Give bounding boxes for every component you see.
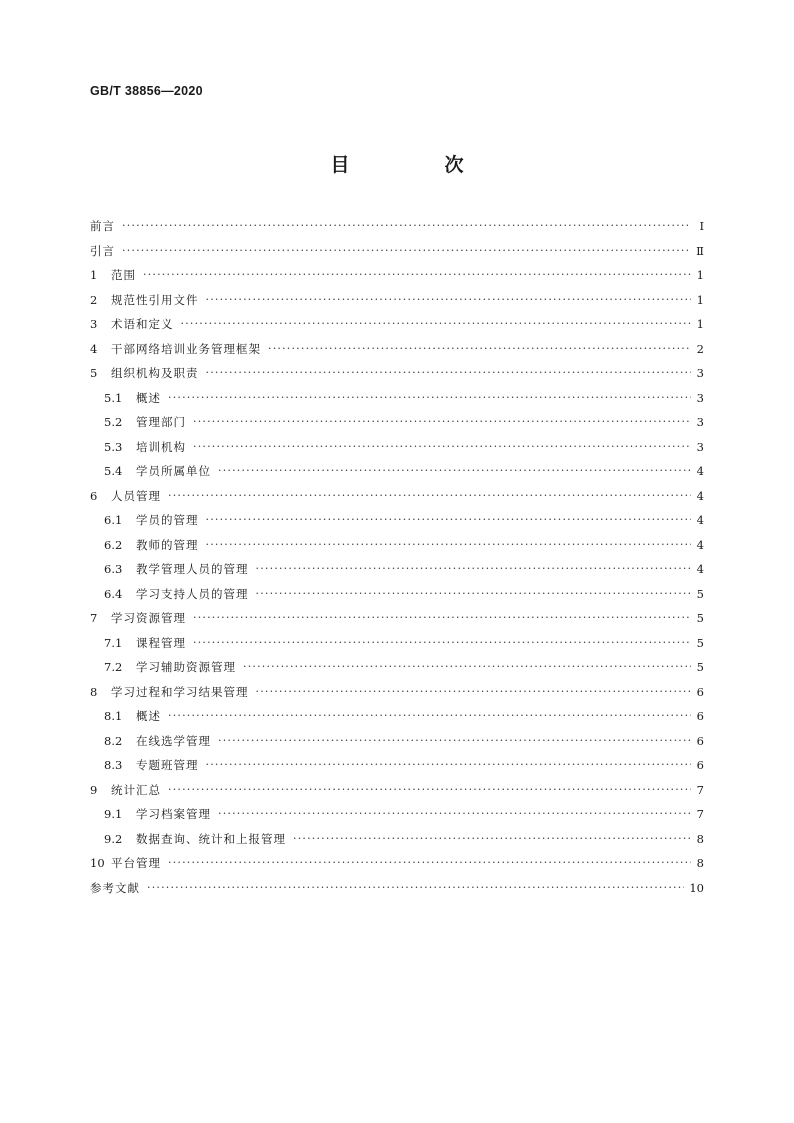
toc-entry[interactable] [90,533,704,558]
toc-entry-title: 学习资源管理 [111,611,186,625]
toc-entry-title: 课程管理 [136,635,186,650]
toc-entry[interactable] [90,239,704,264]
toc-leader-dots [218,802,691,827]
toc-entry-title: 学员的管理 [136,513,199,527]
toc-entry[interactable] [90,312,704,337]
toc-leader-dots [256,557,692,582]
toc-entry[interactable] [90,606,704,631]
page-title: 目 次 [330,154,502,176]
toc-leader-dots [206,508,692,533]
toc-leader-dots [243,655,691,680]
toc-entry-title: 前言 [90,219,115,233]
toc-entry-title: 平台管理 [111,856,161,870]
toc-entry-title: 学员所属单位 [136,464,211,478]
toc-entry-page: 3 [696,439,704,454]
toc-leader-dots [206,533,692,558]
toc-leader-dots [143,263,691,288]
toc-entry-number: 8 [90,684,98,699]
toc-entry-page: 5 [696,586,704,601]
toc-leader-dots [193,606,691,631]
toc-entry-page: 4 [696,537,704,552]
toc-leader-dots [206,361,692,386]
toc-entry-page: 7 [696,782,704,797]
toc-entry-title: 统计汇总 [111,782,161,797]
toc-entry-title: 教师的管理 [136,537,199,552]
toc-leader-dots [218,459,691,484]
toc-entry-number: 7 [90,611,98,625]
toc-entry-number: 5.3 [104,439,123,454]
toc-leader-dots [168,851,691,876]
toc-entry-title: 范围 [111,268,136,282]
toc-entry-page: 7 [696,807,704,821]
toc-entry-number: 7.1 [104,635,123,650]
toc-entry-number: 10 [90,856,105,870]
toc-entry-page: 1 [696,268,704,282]
toc-entry-title: 组织机构及职责 [111,366,199,380]
toc-leader-dots [256,582,692,607]
toc-entry-title: 概述 [136,390,161,405]
toc-entry-number: 5.2 [104,415,123,429]
toc-entry-title: 规范性引用文件 [111,292,199,307]
toc-entry[interactable] [90,435,704,460]
toc-entry-page: 1 [696,292,704,307]
toc-entry[interactable] [90,851,704,876]
toc-leader-dots [147,876,684,901]
toc-entry[interactable] [90,484,704,509]
toc-entry[interactable] [90,557,704,582]
toc-entry-number: 6.1 [104,513,123,527]
toc-entry[interactable] [90,214,704,239]
toc-entry-number: 1 [90,268,98,282]
toc-leader-dots [256,680,692,705]
toc-entry-page: 4 [696,488,704,503]
toc-entry-page: 1 [696,317,704,331]
toc-entry-page: 10 [689,880,704,895]
toc-entry[interactable] [90,459,704,484]
toc-entry-number: 8.1 [104,709,123,723]
toc-entry-title: 学习档案管理 [136,807,211,821]
toc-entry-page: 8 [696,856,704,870]
toc-entry-title: 引言 [90,243,115,258]
toc-entry-title: 术语和定义 [111,317,174,331]
toc-entry-page: 3 [696,390,704,405]
toc-entry-number: 6.3 [104,562,123,576]
toc-entry-page: 2 [696,341,704,356]
toc-entry-number: 3 [90,317,98,331]
toc-entry-page: 4 [696,562,704,576]
toc-leader-dots [122,239,691,264]
table-of-contents [90,214,704,900]
toc-entry[interactable] [90,753,704,778]
toc-entry-number: 6 [90,488,98,503]
toc-entry[interactable] [90,288,704,313]
toc-entry-title: 教学管理人员的管理 [136,562,249,576]
toc-entry-title: 学习过程和学习结果管理 [111,684,249,699]
toc-entry-page: 5 [696,635,704,650]
toc-leader-dots [206,288,692,313]
toc-leader-dots [193,410,691,435]
toc-entry[interactable] [90,778,704,803]
toc-entry-page: 4 [696,513,704,527]
toc-entry[interactable] [90,704,704,729]
toc-entry-title: 管理部门 [136,415,186,429]
toc-entry[interactable] [90,582,704,607]
toc-entry-page: 8 [696,831,704,846]
toc-entry[interactable] [90,410,704,435]
toc-leader-dots [168,704,691,729]
toc-entry[interactable] [90,508,704,533]
toc-entry-title: 数据查询、统计和上报管理 [136,831,286,846]
toc-entry-page: 3 [696,415,704,429]
toc-leader-dots [268,337,691,362]
toc-entry-page: 4 [696,464,704,478]
toc-entry-page: Ⅱ [696,243,704,258]
toc-entry-page: 6 [696,758,704,772]
toc-entry-title: 人员管理 [111,488,161,503]
toc-entry-number: 6.4 [104,586,123,601]
toc-leader-dots [206,753,692,778]
toc-entry-number: 9.2 [104,831,123,846]
toc-entry-number: 5 [90,366,98,380]
toc-entry-number: 5.1 [104,390,123,405]
toc-leader-dots [293,827,691,852]
toc-entry-title: 概述 [136,709,161,723]
toc-leader-dots [193,631,691,656]
toc-entry-title: 专题班管理 [136,758,199,772]
toc-entry[interactable] [90,386,704,411]
toc-entry[interactable] [90,337,704,362]
toc-leader-dots [168,386,691,411]
toc-entry[interactable] [90,876,704,901]
toc-entry[interactable] [90,729,704,754]
toc-leader-dots [168,484,691,509]
toc-entry-number: 9 [90,782,98,797]
toc-entry-page: 6 [696,733,704,748]
toc-entry[interactable] [90,361,704,386]
toc-entry-number: 7.2 [104,660,123,674]
toc-entry[interactable] [90,655,704,680]
toc-entry-number: 8.3 [104,758,123,772]
toc-leader-dots [181,312,692,337]
toc-entry-number: 4 [90,341,98,356]
toc-entry-page: 6 [696,709,704,723]
toc-entry-title: 干部网络培训业务管理框架 [111,341,261,356]
toc-leader-dots [122,214,691,239]
toc-entry-title: 学习辅助资源管理 [136,660,236,674]
toc-entry-number: 9.1 [104,807,123,821]
standard-code: GB/T 38856—2020 [90,84,203,98]
toc-entry-title: 学习支持人员的管理 [136,586,249,601]
toc-entry-page: Ⅰ [699,219,704,233]
toc-entry-page: 6 [696,684,704,699]
toc-leader-dots [193,435,691,460]
toc-entry[interactable] [90,680,704,705]
toc-entry[interactable] [90,263,704,288]
toc-entry-page: 3 [696,366,704,380]
toc-entry-title: 培训机构 [136,439,186,454]
toc-entry[interactable] [90,802,704,827]
toc-entry-title: 在线选学管理 [136,733,211,748]
toc-entry-number: 2 [90,292,98,307]
toc-entry[interactable] [90,631,704,656]
toc-entry-page: 5 [696,611,704,625]
toc-leader-dots [218,729,691,754]
toc-entry-title: 参考文献 [90,880,140,895]
toc-entry-number: 6.2 [104,537,123,552]
toc-leader-dots [168,778,691,803]
toc-entry-number: 8.2 [104,733,123,748]
toc-entry-page: 5 [696,660,704,674]
toc-entry[interactable] [90,827,704,852]
toc-entry-number: 5.4 [104,464,123,478]
